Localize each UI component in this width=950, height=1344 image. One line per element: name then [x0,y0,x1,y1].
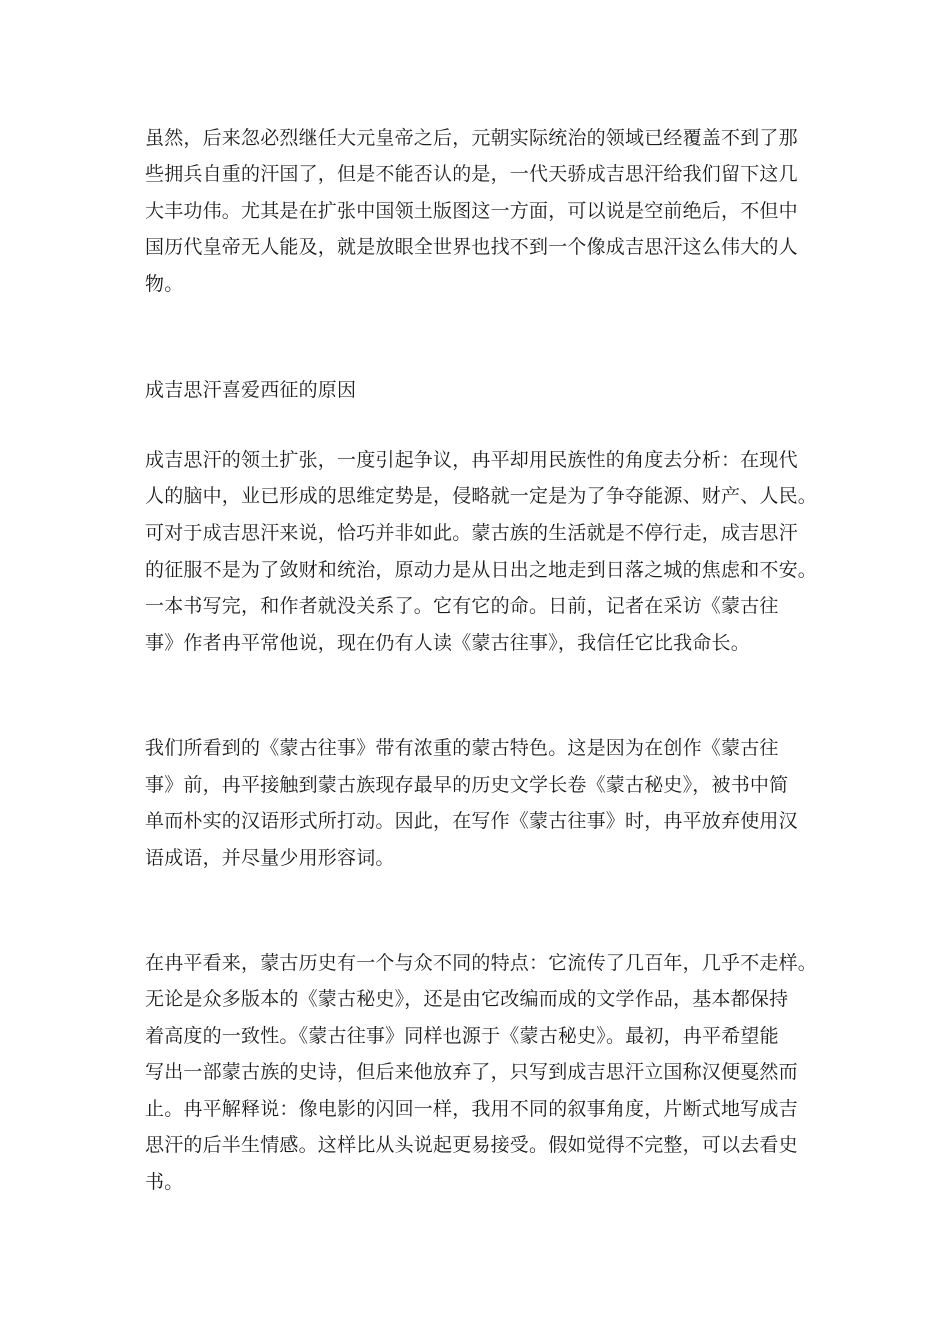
paragraph-3-line-4: 语成语，并尽量少用形容词。 [145,847,395,869]
paragraph-1-line-3: 大丰功伟。尤其是在扩张中国领土版图这一方面，可以说是空前绝后，不但中 [145,200,798,222]
paragraph-4-line-3: 着高度的一致性。《蒙古往事》同样也源于《蒙古秘史》。最初，冉平希望能 [145,1025,779,1047]
paragraph-2-line-6: 事》作者冉平常他说，现在仍有人读《蒙古往事》，我信任它比我命长。 [145,632,750,654]
paragraph-1-line-4: 国历代皇帝无人能及，就是放眼全世界也找不到一个像成吉思汗这么伟大的人 [145,236,798,258]
paragraph-4-line-6: 思汗的后半生情感。这样比从头说起更易接受。假如觉得不完整，可以去看史 [145,1134,798,1156]
paragraph-4-line-5: 止。冉平解释说：像电影的闪回一样，我用不同的叙事角度，片断式地写成吉 [145,1098,798,1120]
paragraph-4-line-1: 在冉平看来，蒙古历史有一个与众不同的特点：它流传了几百年，几乎不走样。 [145,952,818,974]
paragraph-4-line-7: 书。 [145,1171,184,1193]
paragraph-3-line-1: 我们所看到的《蒙古往事》带有浓重的蒙古特色。这是因为在创作《蒙古往 [145,737,779,759]
paragraph-4-line-4: 写出一部蒙古族的史诗，但后来他放弃了，只写到成吉思汗立国称汉便戛然而 [145,1061,798,1083]
paragraph-1-line-1: 虽然，后来忽必烈继任大元皇帝之后，元朝实际统治的领域已经覆盖不到了那 [145,127,798,149]
paragraph-2-line-4: 的征服不是为了敛财和统治，原动力是从日出之地走到日落之城的焦虑和不安。 [145,559,818,581]
paragraph-2-line-3: 可对于成吉思汗来说，恰巧并非如此。蒙古族的生活就是不停行走，成吉思汗 [145,522,798,544]
paragraph-2-line-2: 人的脑中，业已形成的思维定势是，侵略就一定是为了争夺能源、财产、人民。 [145,485,818,507]
paragraph-1-line-5: 物。 [145,273,184,295]
paragraph-2-line-1: 成吉思汗的领土扩张，一度引起争议，冉平却用民族性的角度去分析：在现代 [145,449,798,471]
paragraph-2-line-5: 一本书写完，和作者就没关系了。它有它的命。日前，记者在采访《蒙古往 [145,595,779,617]
paragraph-3-line-3: 单而朴实的汉语形式所打动。因此，在写作《蒙古往事》时，冉平放弃使用汉 [145,810,798,832]
section-heading: 成吉思汗喜爱西征的原因 [145,379,357,401]
paragraph-4-line-2: 无论是众多版本的《蒙古秘史》，还是由它改编而成的文学作品，基本都保持 [145,988,789,1010]
paragraph-1-line-2: 些拥兵自重的汗国了，但是不能否认的是，一代天骄成吉思汗给我们留下这几 [145,163,798,185]
paragraph-3-line-2: 事》前，冉平接触到蒙古族现存最早的历史文学长卷《蒙古秘史》，被书中简 [145,774,789,796]
